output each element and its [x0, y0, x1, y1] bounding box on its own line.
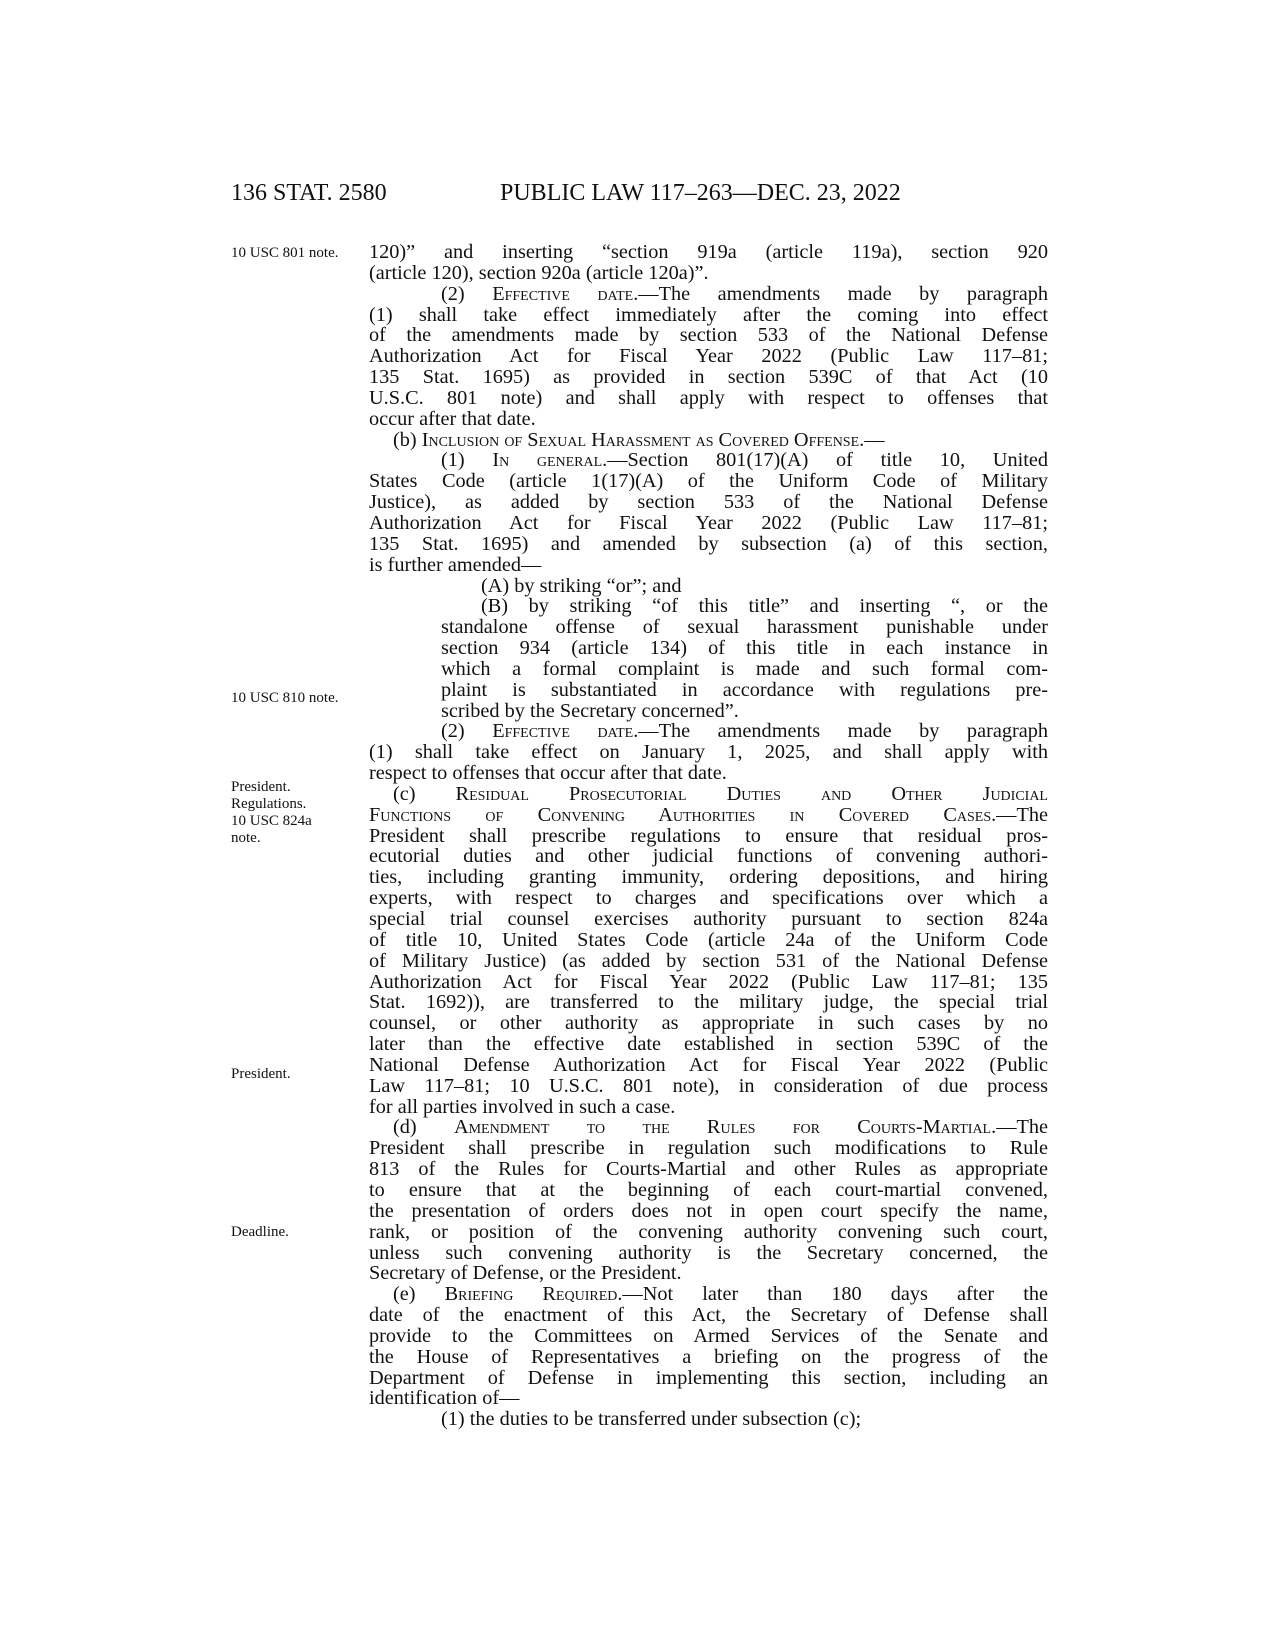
text-line: later than the effective date established in section 539C of the [369, 1033, 1048, 1056]
text-line: respect to offenses that occur after that date. [369, 762, 727, 785]
paragraph-b1-in-general [369, 450, 1048, 575]
para-heading: Amendment to the Rules for Courts-Martial [453, 1116, 992, 1139]
text-line: Authorization Act for Fiscal Year 2022 (Public Law 117–81; 135 [369, 970, 1048, 993]
margin-note-810: 10 USC 810 note. [231, 690, 339, 706]
text-line: identification of— [369, 1387, 520, 1410]
text-line: Authorization Act for Fiscal Year 2022 (Public Law 117–81; [369, 511, 1048, 534]
paragraph-b2-effective-date [369, 721, 1048, 784]
para-text: .—The amendments made by paragraph [633, 282, 1048, 305]
text-line: 135 Stat. 1695) and amended by subsection (a) of this section, [369, 532, 1048, 555]
text-line: ties, including granting immunity, ordering depositions, and hiring [369, 866, 1048, 889]
text-line: President shall prescribe regulations to ensure that residual pros- [369, 824, 1048, 847]
text-line: Justice), as added by section 533 of the National Defense [369, 491, 1048, 514]
text-line [369, 450, 1048, 471]
margin-note-president: President. [231, 1066, 291, 1082]
text-line: of title 10, United States Code (article 24a of the Uniform Code [369, 928, 1048, 951]
page-number: 136 STAT. 2580 [231, 180, 387, 206]
para-number: (2) [441, 282, 493, 305]
text-line: standalone offense of sexual harassment punishable under [441, 616, 1048, 639]
page-header [0, 180, 1275, 220]
text-line: Law 117–81; 10 U.S.C. 801 note), in consideration of due process [369, 1074, 1048, 1097]
text-line: (1) the duties to be transferred under subsection (c); [441, 1408, 862, 1431]
body-text [369, 242, 1048, 1430]
para-text: .—Not later than 180 days after the [617, 1283, 1048, 1306]
text-line: Secretary of Defense, or the President. [369, 1262, 682, 1285]
subsection-b-heading [369, 430, 1048, 451]
subparagraph-a [369, 576, 1048, 597]
text-line: (article 120), section 920a (article 120a)”. [369, 261, 709, 284]
para-text: .— [859, 428, 885, 451]
text-line: scribed by the Secretary concerned”. [441, 699, 739, 722]
text-line: Authorization Act for Fiscal Year 2022 (Public Law 117–81; [369, 345, 1048, 368]
text-line: U.S.C. 801 note) and shall apply with respect to offenses that [369, 386, 1048, 409]
text-line: experts, with respect to charges and specifications over which a [369, 887, 1048, 910]
text-line [369, 805, 1048, 826]
text-line: Stat. 1692)), are transferred to the military judge, the special trial [369, 991, 1048, 1014]
margin-note-line: 10 USC 824a [231, 813, 312, 829]
running-title: PUBLIC LAW 117–263—DEC. 23, 2022 [500, 180, 901, 206]
paragraph-e1 [369, 1409, 1048, 1430]
text-line: (1) shall take effect on January 1, 2025, and shall apply with [369, 741, 1048, 764]
text-line: (1) shall take effect immediately after the coming into effect [369, 303, 1048, 326]
text-line: (A) by striking “or”; and [481, 574, 682, 597]
para-heading: Effective date [492, 282, 634, 305]
text-line: rank, or position of the convening authority convening such court, [369, 1220, 1048, 1243]
subparagraph-b [369, 596, 1048, 721]
margin-note-president-regulations [231, 779, 312, 847]
para-text: .—The [991, 803, 1048, 826]
margin-note-deadline: Deadline. [231, 1224, 289, 1240]
subsection-c [369, 784, 1048, 1118]
para-heading: Briefing Required [444, 1283, 618, 1306]
margin-note-line: note. [231, 830, 261, 846]
para-number: (2) [441, 720, 493, 743]
text-line [369, 1284, 1048, 1305]
text-line [369, 284, 1048, 305]
text-line [369, 1117, 1048, 1138]
subsection-d [369, 1117, 1048, 1284]
para-heading: Residual Prosecutorial Duties and Other Judicial [455, 782, 1048, 805]
text-line: 120)” and inserting “section 919a (article 119a), section 920 [369, 241, 1048, 263]
text-line: occur after that date. [369, 407, 536, 430]
text-line: ecutorial duties and other judicial functions of convening authori- [369, 845, 1048, 868]
para-number: (d) [393, 1116, 454, 1139]
margin-note-line: President. [231, 779, 291, 795]
text-line: is further amended— [369, 553, 542, 576]
para-number: (b) [393, 428, 422, 451]
text-line: President shall prescribe in regulation such modifications to Rule [369, 1137, 1048, 1160]
para-number: (c) [393, 782, 456, 805]
para-number: (1) [441, 449, 493, 472]
text-line [369, 721, 1048, 742]
text-line: provide to the Committees on Armed Services of the Senate and [369, 1324, 1048, 1347]
para-text: .—The amendments made by paragraph [633, 720, 1048, 743]
text-line [369, 784, 1048, 805]
text-line: which a formal complaint is made and such formal com- [441, 657, 1048, 680]
text-line: States Code (article 1(17)(A) of the Uniform Code of Military [369, 470, 1048, 493]
para-number: (e) [393, 1283, 445, 1306]
text-line: National Defense Authorization Act for Fiscal Year 2022 (Public [369, 1053, 1048, 1076]
paragraph-a2-effective-date [369, 284, 1048, 430]
para-heading: Effective date [492, 720, 634, 743]
text-line: to ensure that at the beginning of each court-martial convened, [369, 1178, 1048, 1201]
margin-note-801: 10 USC 801 note. [231, 245, 339, 261]
paragraph-continuation [369, 242, 1048, 284]
text-line: for all parties involved in such a case. [369, 1095, 676, 1118]
para-heading: Inclusion of Sexual Harassment as Covered Offense [421, 428, 860, 451]
text-line: of Military Justice) (as added by section 531 of the National Defense [369, 949, 1048, 972]
para-heading: In general [492, 449, 603, 472]
para-text: .—Section 801(17)(A) of title 10, United [602, 449, 1049, 472]
text-line: special trial counsel exercises authority pursuant to section 824a [369, 908, 1048, 930]
text-line: date of the enactment of this Act, the Secretary of Defense shall [369, 1304, 1048, 1327]
text-line [369, 430, 1048, 451]
text-line: of the amendments made by section 533 of the National Defense [369, 324, 1048, 347]
text-line: (B) by striking “of this title” and inserting “, or the [481, 595, 1048, 618]
text-line: counsel, or other authority as appropriate in such cases by no [369, 1012, 1048, 1035]
text-line: section 934 (article 134) of this title in each instance in [441, 637, 1048, 660]
para-text: .—The [991, 1116, 1049, 1139]
text-line: the House of Representatives a briefing on the progress of the [369, 1345, 1048, 1368]
text-line: plaint is substantiated in accordance with regulations pre- [441, 678, 1048, 701]
text-line: unless such convening authority is the Secretary concerned, the [369, 1241, 1048, 1264]
subsection-e [369, 1284, 1048, 1409]
text-line: 135 Stat. 1695) as provided in section 539C of that Act (10 [369, 366, 1048, 389]
para-heading: Functions of Convening Authorities in Covered Cases [369, 803, 992, 826]
margin-note-line: Regulations. [231, 796, 307, 812]
text-line: 813 of the Rules for Courts-Martial and other Rules as appropriate [369, 1158, 1048, 1181]
text-line: Department of Defense in implementing this section, including an [369, 1366, 1048, 1389]
text-line: the presentation of orders does not in open court specify the name, [369, 1199, 1048, 1222]
